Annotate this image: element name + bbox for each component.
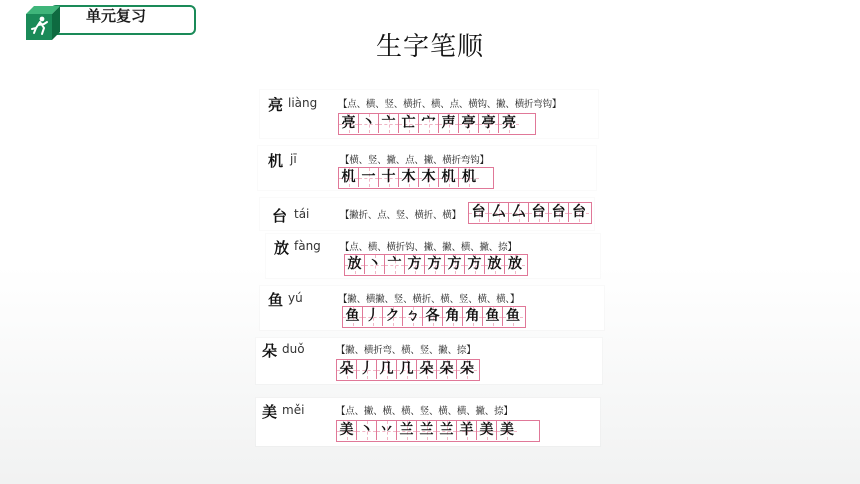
char-label: 美: [262, 403, 278, 421]
grid-cell: 亮: [499, 114, 519, 133]
grid-cell: 木: [399, 168, 419, 187]
grid-cell: 角: [443, 307, 463, 326]
grid-cell: ク: [383, 307, 403, 326]
grid-cell: 各: [423, 307, 443, 326]
grid-cell: 羊: [457, 421, 477, 440]
char-label: 朵: [262, 342, 278, 360]
grid-cell: 台: [569, 203, 589, 222]
grid-cell: 丶: [357, 421, 377, 440]
grid-cell: 台: [549, 203, 569, 222]
char-label: 放: [274, 239, 290, 257]
char-card-ji: [258, 146, 596, 190]
char-label: 鱼: [268, 291, 284, 309]
grid-cell: 丿: [357, 360, 377, 379]
char-card-duo: [256, 338, 602, 384]
char-card-yu: [260, 286, 604, 330]
stroke-grid: [338, 113, 536, 135]
grid-cell: 台: [469, 203, 489, 222]
stroke-order-text: 【点、横、竖、横折、横、点、横钩、撇、横折弯钩】: [338, 99, 562, 110]
grid-cell: 几: [397, 360, 417, 379]
grid-cell: 放: [485, 255, 505, 274]
grid-cell: 朵: [457, 360, 477, 379]
grid-cell: 台: [529, 203, 549, 222]
grid-cell: 鱼: [483, 307, 503, 326]
pinyin-label: jī: [290, 152, 297, 166]
stroke-order-text: 【点、横、横折钩、撇、撇、横、撇、捺】: [340, 242, 517, 253]
grid-cell: 丷: [377, 421, 397, 440]
pinyin-label: duǒ: [282, 342, 305, 356]
grid-cell: 兰: [437, 421, 457, 440]
grid-cell: 方: [405, 255, 425, 274]
grid-cell: 放: [345, 255, 365, 274]
grid-cell: 美: [337, 421, 357, 440]
char-label: 亮: [268, 96, 284, 114]
grid-cell: 方: [425, 255, 445, 274]
pinyin-label: měi: [282, 403, 305, 417]
grid-cell: 十: [379, 168, 399, 187]
grid-cell: 宀: [419, 114, 439, 133]
grid-cell: 放: [505, 255, 525, 274]
stroke-order-text: 【撇、横折弯、横、竖、撇、捺】: [336, 345, 476, 356]
stroke-order-text: 【撇折、点、竖、横折、横】: [340, 210, 461, 221]
grid-cell: 一: [359, 168, 379, 187]
stroke-grid: [336, 359, 480, 381]
grid-cell: 亠: [379, 114, 399, 133]
grid-cell: 方: [445, 255, 465, 274]
grid-cell: 方: [465, 255, 485, 274]
stroke-grid: [468, 202, 592, 224]
grid-cell: 美: [477, 421, 497, 440]
badge-label: 单元复习: [85, 7, 146, 25]
grid-cell: 鱼: [503, 307, 523, 326]
pinyin-label: tái: [294, 207, 310, 221]
stroke-grid: [338, 167, 494, 189]
grid-cell: 亠: [385, 255, 405, 274]
grid-cell: 厶: [489, 203, 509, 222]
grid-cell: 鱼: [343, 307, 363, 326]
grid-cell: 亮: [339, 114, 359, 133]
grid-cell: 亭: [479, 114, 499, 133]
char-card-fang: [266, 234, 600, 278]
char-label: 台: [272, 207, 288, 225]
grid-cell: 朵: [417, 360, 437, 379]
grid-cell: 兰: [417, 421, 437, 440]
grid-cell: 机: [459, 168, 479, 187]
grid-cell: 丶: [359, 114, 379, 133]
pinyin-label: yú: [288, 291, 303, 305]
char-card-mei: [256, 398, 600, 446]
grid-cell: 厶: [509, 203, 529, 222]
char-card-liang: [260, 90, 598, 138]
pinyin-label: liàng: [288, 96, 318, 110]
grid-cell: 朵: [337, 360, 357, 379]
grid-cell: 几: [377, 360, 397, 379]
grid-cell: 木: [419, 168, 439, 187]
grid-cell: 朵: [437, 360, 457, 379]
stroke-grid: [342, 306, 526, 328]
grid-cell: 亡: [399, 114, 419, 133]
grid-cell: ㄅ: [403, 307, 423, 326]
grid-cell: 机: [439, 168, 459, 187]
grid-cell: 声: [439, 114, 459, 133]
stroke-order-text: 【横、竖、撇、点、撇、横折弯钩】: [340, 155, 489, 166]
char-label: 机: [268, 152, 284, 170]
grid-cell: 兰: [397, 421, 417, 440]
pinyin-label: fàng: [294, 239, 321, 253]
grid-cell: 机: [339, 168, 359, 187]
page-title: 生字笔顺: [375, 32, 484, 62]
stroke-grid: [344, 254, 528, 276]
grid-cell: 角: [463, 307, 483, 326]
grid-cell: 亭: [459, 114, 479, 133]
stroke-grid: [336, 420, 540, 442]
stroke-order-text: 【撇、横撇、竖、横折、横、竖、横、横、】: [338, 294, 520, 305]
char-card-tai: [260, 198, 594, 230]
grid-cell: 美: [497, 421, 517, 440]
stroke-order-text: 【点、撇、横、横、竖、横、横、撇、捺】: [336, 406, 513, 417]
grid-cell: 丿: [363, 307, 383, 326]
grid-cell: 丶: [365, 255, 385, 274]
